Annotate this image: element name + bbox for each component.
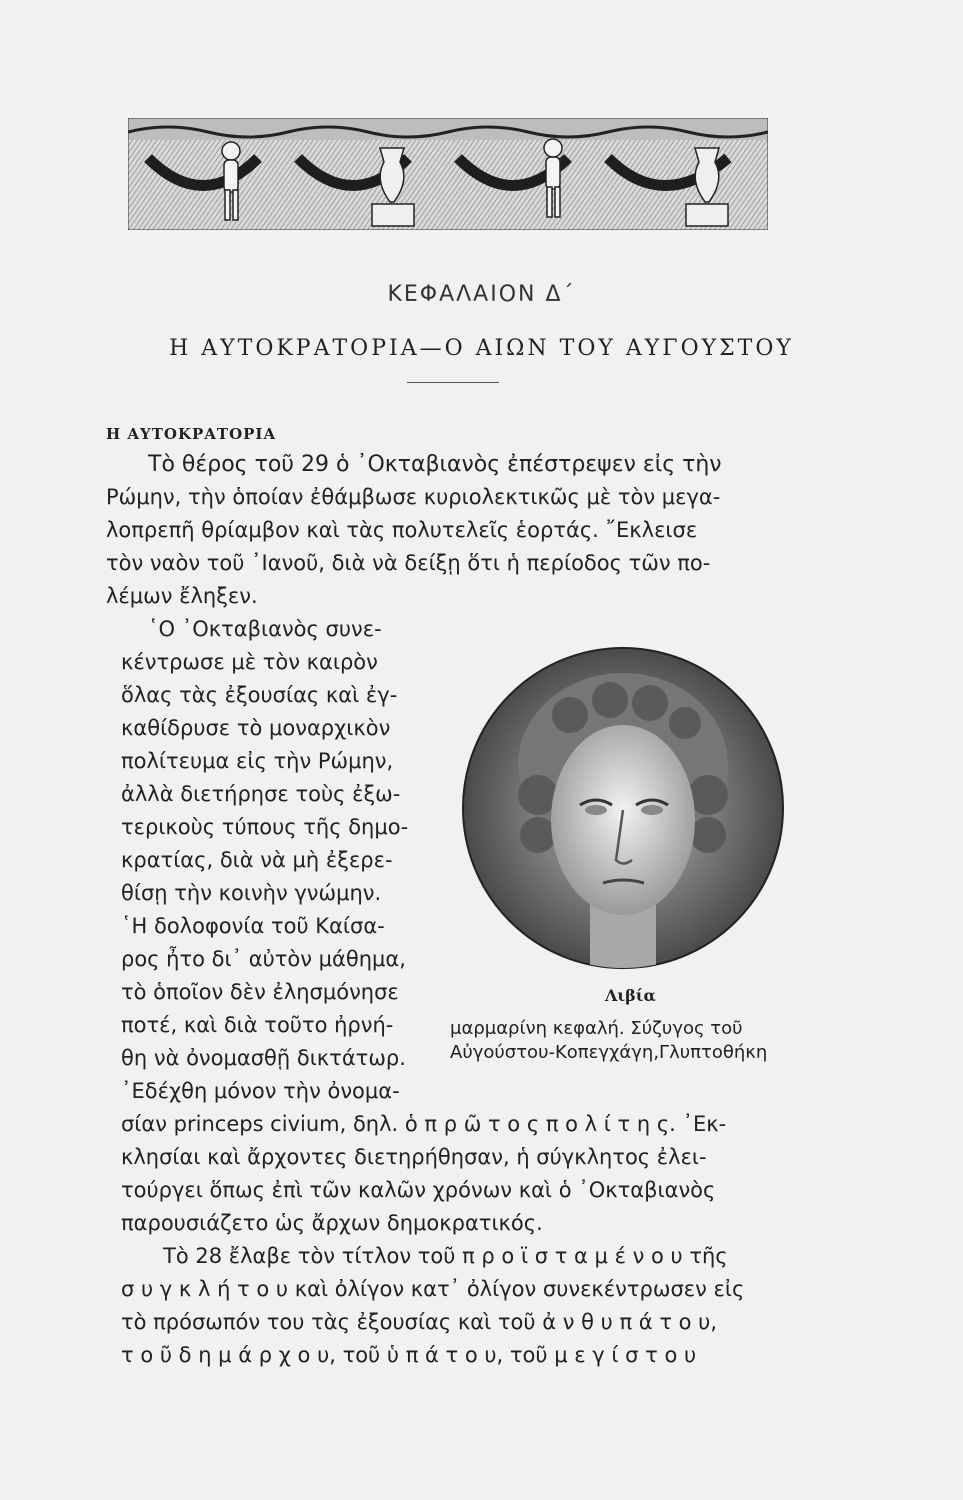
text-line: τὸ πρόσωπόν του τὰς ἐξουσίας καὶ τοῦ ἀ ν θ υ π ά τ ο υ,: [121, 1310, 717, 1334]
text-line: Ρώμην, τὴν ὁποίαν ἐθάμβωσε κυριολεκτικῶς μὲ τὸν μεγα-: [106, 485, 721, 509]
text-line: κέντρωσε μὲ τὸν καιρὸν: [121, 650, 378, 674]
text-line: ῾Ο ᾽Οκταβιανὸς συνε-: [148, 617, 382, 641]
text-line: Τὸ θέρος τοῦ 29 ὁ ᾽Οκταβιανὸς ἐπέστρεψεν εἰς τὴν: [148, 452, 722, 477]
livia-portrait: [460, 645, 786, 971]
text-line: πολίτευμα εἰς τὴν Ρώμην,: [121, 749, 394, 773]
text-line: κρατίας, διὰ νὰ μὴ ἐξερε-: [121, 848, 393, 872]
text-line: λοπρεπῆ θρίαμβον καὶ τὰς πολυτελεῖς ἑορτάς. ῎Εκλεισε: [106, 518, 698, 542]
text-line: τὸ ὁποῖον δὲν ἐλησμόνησε: [121, 980, 399, 1004]
text-line: παρουσιάζετο ὡς ἄρχων δημοκρατικός.: [121, 1211, 543, 1235]
text-line: τερικοὺς τύπους τῆς δημο-: [121, 815, 409, 839]
text-line: σίαν princeps civium, δηλ. ὁ π ρ ῶ τ ο ς π ο λ ί τ η ς. ᾽Εκ-: [121, 1112, 727, 1136]
text-line: ἀλλὰ διετήρησε τοὺς ἐξω-: [121, 782, 401, 806]
figure-caption-name: Λιβία: [605, 986, 656, 1005]
text-line: ποτέ, καὶ διὰ τοῦτο ἠρνή-: [121, 1013, 394, 1037]
section-heading: Η ΑΥΤΟΚΡΑΤΟΡΙΑ: [106, 425, 277, 443]
figure-caption-line: Αὐγούστου-Κοπεγχάγη,Γλυπτοθήκη: [450, 1042, 768, 1063]
text-line: θίσῃ τὴν κοινὴν γνώμην.: [121, 881, 382, 905]
text-line: λέμων ἔληξεν.: [106, 584, 258, 608]
text-line: τ ο ῦ δ η μ ά ρ χ ο υ, τοῦ ὑ π ά τ ο υ, τοῦ μ ε γ ί σ τ ο υ: [121, 1343, 697, 1367]
text-line: ῾Η δολοφονία τοῦ Καίσα-: [121, 914, 385, 938]
text-line: Τὸ 28 ἔλαβε τὸν τίτλον τοῦ π ρ ο ϊ σ τ α μ έ ν ο υ τῆς: [163, 1244, 728, 1268]
text-line: τὸν ναὸν τοῦ ᾽Ιανοῦ, διὰ νὰ δείξῃ ὅτι ἡ περίοδος τῶν πο-: [106, 551, 711, 575]
title-divider: [407, 382, 499, 383]
figure-caption-line: μαρμαρίνη κεφαλή. Σύζυγος τοῦ: [450, 1018, 743, 1039]
text-line: ᾽Εδέχθη μόνον τὴν ὀνομα-: [121, 1079, 400, 1103]
text-line: θη νὰ ὀνομασθῇ δικτάτωρ.: [121, 1046, 406, 1070]
text-line: ὅλας τὰς ἐξουσίας καὶ ἐγ-: [121, 683, 398, 707]
text-line: καθίδρυσε τὸ μοναρχικὸν: [121, 716, 391, 740]
text-line: τούργει ὅπως ἐπὶ τῶν καλῶν χρόνων καὶ ὁ ᾽Οκταβιανὸς: [121, 1178, 716, 1202]
text-line: κλησίαι καὶ ἄρχοντες διετηρήθησαν, ἡ σύγκλητος ἐλει-: [121, 1145, 707, 1169]
frieze-illustration: [128, 118, 768, 230]
text-line: ρος ἦτο δι᾽ αὐτὸν μάθημα,: [121, 947, 406, 971]
chapter-title: Η ΑΥΤΟΚΡΑΤΟΡΙΑ—Ο ΑΙΩΝ ΤΟΥ ΑΥΓΟΥΣΤΟΥ: [169, 336, 794, 361]
chapter-label: ΚΕΦΑΛΑΙΟΝ Δ΄: [387, 282, 576, 307]
text-line: σ υ γ κ λ ή τ ο υ καὶ ὀλίγον κατ᾽ ὀλίγον συνεκέντρωσεν εἰς: [121, 1277, 745, 1301]
